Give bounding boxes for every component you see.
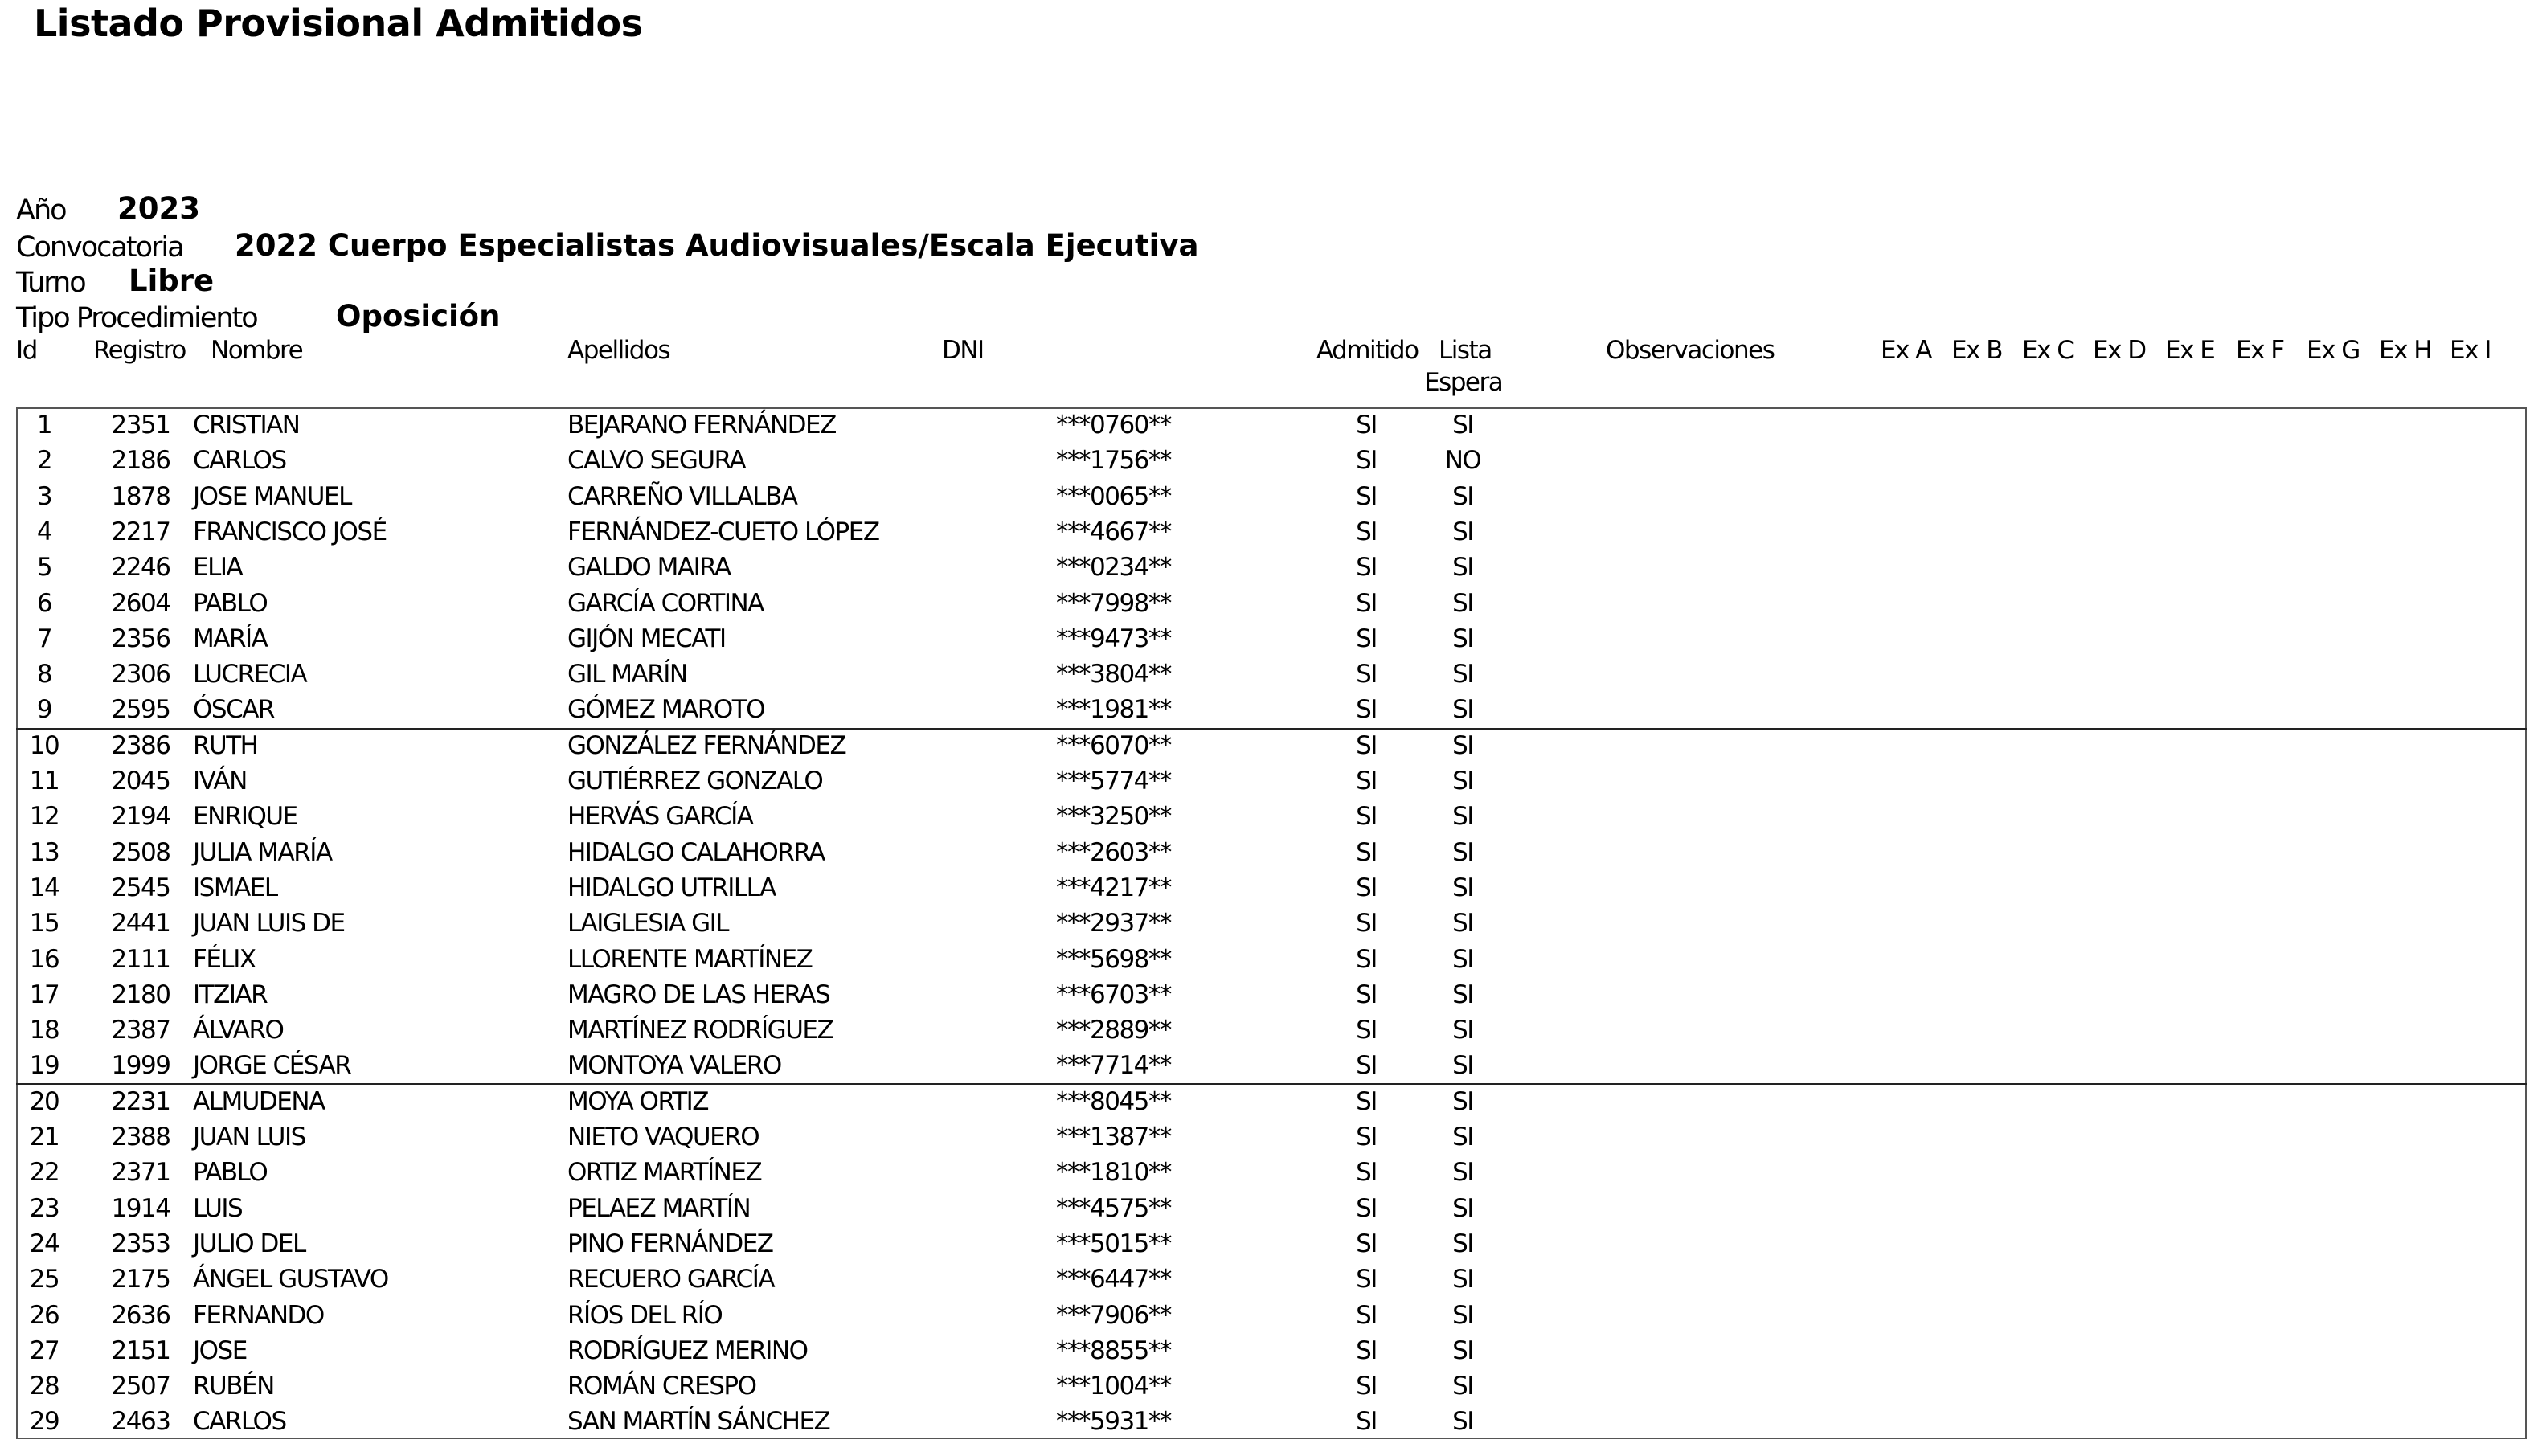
tipo-procedimiento-label: Tipo Procedimiento <box>16 302 257 334</box>
cell-lista-espera: SI <box>1452 517 1473 546</box>
cell-admitido: SI <box>1356 802 1377 832</box>
table-row <box>0 799 2511 834</box>
table-row <box>0 870 2511 906</box>
table-row <box>0 550 2511 585</box>
cell-dni: ***0234** <box>1056 553 1171 583</box>
table-row <box>0 479 2511 514</box>
cell-id: 2 <box>36 446 52 476</box>
cell-admitido: SI <box>1356 1407 1377 1437</box>
cell-apellidos: MAGRO DE LAS HERAS <box>567 980 830 1009</box>
cell-admitido: SI <box>1356 695 1377 725</box>
cell-dni: ***6447** <box>1056 1265 1171 1294</box>
cell-registro: 2151 <box>111 1335 170 1365</box>
cell-id: 20 <box>29 1086 59 1116</box>
cell-admitido: SI <box>1356 730 1377 760</box>
cell-dni: ***7998** <box>1056 588 1171 618</box>
header-ex-a: Ex A <box>1881 336 1931 365</box>
header-nombre: Nombre <box>211 336 303 365</box>
cell-nombre: FÉLIX <box>193 944 256 974</box>
cell-nombre: ELIA <box>193 553 243 583</box>
cell-nombre: ÓSCAR <box>193 695 274 725</box>
cell-nombre: JULIO DEL <box>193 1229 305 1258</box>
cell-apellidos: GALDO MAIRA <box>567 553 731 583</box>
table-row <box>0 443 2511 478</box>
cell-id: 8 <box>36 660 52 689</box>
cell-admitido: SI <box>1356 767 1377 795</box>
table-row <box>0 1226 2511 1262</box>
cell-nombre: LUCRECIA <box>193 660 307 689</box>
table-row <box>0 835 2511 870</box>
cell-lista-espera: SI <box>1452 1123 1473 1151</box>
cell-nombre: LUIS <box>193 1193 243 1223</box>
cell-apellidos: GÓMEZ MAROTO <box>567 695 765 725</box>
cell-admitido: SI <box>1356 624 1377 653</box>
cell-lista-espera: SI <box>1452 1158 1473 1188</box>
cell-id: 29 <box>29 1407 59 1437</box>
header-registro: Registro <box>93 336 186 365</box>
anio-label: Año <box>16 194 66 227</box>
cell-nombre: RUBÉN <box>193 1372 274 1401</box>
cell-dni: ***1004** <box>1056 1372 1171 1401</box>
cell-dni: ***0760** <box>1056 411 1171 440</box>
cell-registro: 2351 <box>111 411 170 440</box>
cell-id: 12 <box>29 802 59 832</box>
cell-apellidos: GARCÍA CORTINA <box>567 588 764 618</box>
cell-lista-espera: SI <box>1452 588 1473 618</box>
cell-admitido: SI <box>1356 873 1377 902</box>
cell-lista-espera: SI <box>1452 660 1473 689</box>
turno-label: Turno <box>16 267 85 299</box>
cell-apellidos: ORTIZ MARTÍNEZ <box>567 1158 762 1188</box>
cell-registro: 2045 <box>111 767 170 795</box>
cell-id: 13 <box>29 837 59 867</box>
cell-apellidos: NIETO VAQUERO <box>567 1123 759 1151</box>
cell-dni: ***4575** <box>1056 1193 1171 1223</box>
anio-value: 2023 <box>117 191 200 226</box>
table-row <box>0 977 2511 1012</box>
cell-lista-espera: SI <box>1452 837 1473 867</box>
cell-registro: 2217 <box>111 517 170 546</box>
table-row <box>0 1368 2511 1404</box>
cell-dni: ***3250** <box>1056 802 1171 832</box>
cell-lista-espera: SI <box>1452 1051 1473 1081</box>
cell-registro: 2386 <box>111 730 170 760</box>
header-lista: Lista <box>1439 336 1492 365</box>
cell-lista-espera: SI <box>1452 1265 1473 1294</box>
cell-apellidos: GONZÁLEZ FERNÁNDEZ <box>567 730 846 760</box>
cell-dni: ***1810** <box>1056 1158 1171 1188</box>
cell-registro: 2371 <box>111 1158 170 1188</box>
cell-id: 16 <box>29 944 59 974</box>
cell-registro: 1914 <box>111 1193 170 1223</box>
cell-dni: ***1387** <box>1056 1123 1171 1151</box>
table-row <box>0 728 2511 763</box>
cell-dni: ***6703** <box>1056 980 1171 1009</box>
cell-dni: ***5931** <box>1056 1407 1171 1437</box>
cell-admitido: SI <box>1356 553 1377 583</box>
cell-registro: 1999 <box>111 1051 170 1081</box>
cell-registro: 2508 <box>111 837 170 867</box>
table-row <box>0 1012 2511 1048</box>
cell-admitido: SI <box>1356 588 1377 618</box>
table-row <box>0 1048 2511 1083</box>
cell-id: 22 <box>29 1158 59 1188</box>
cell-admitido: SI <box>1356 980 1377 1009</box>
header-ex-c: Ex C <box>2022 336 2074 365</box>
cell-apellidos: HIDALGO CALAHORRA <box>567 837 825 867</box>
convocatoria-value: 2022 Cuerpo Especialistas Audiovisuales/Escala Ejecutiva <box>235 228 1199 263</box>
table-row <box>0 763 2511 799</box>
cell-apellidos: PINO FERNÁNDEZ <box>567 1229 773 1258</box>
cell-id: 19 <box>29 1051 59 1081</box>
cell-dni: ***6070** <box>1056 730 1171 760</box>
table-row <box>0 1298 2511 1333</box>
cell-apellidos: LLORENTE MARTÍNEZ <box>567 944 813 974</box>
cell-admitido: SI <box>1356 1051 1377 1081</box>
cell-admitido: SI <box>1356 411 1377 440</box>
cell-id: 17 <box>29 980 59 1009</box>
header-ex-b: Ex B <box>1951 336 2003 365</box>
cell-nombre: JOSE MANUEL <box>193 481 351 511</box>
cell-lista-espera: SI <box>1452 873 1473 902</box>
cell-apellidos: MONTOYA VALERO <box>567 1051 781 1081</box>
cell-admitido: SI <box>1356 1158 1377 1188</box>
cell-registro: 2353 <box>111 1229 170 1258</box>
cell-admitido: SI <box>1356 1265 1377 1294</box>
cell-nombre: ÁNGEL GUSTAVO <box>193 1265 388 1294</box>
table-row <box>0 514 2511 550</box>
header-ex-g: Ex G <box>2307 336 2360 365</box>
cell-apellidos: HIDALGO UTRILLA <box>567 873 776 902</box>
cell-nombre: JUAN LUIS DE <box>193 909 345 939</box>
table-row <box>0 692 2511 727</box>
cell-dni: ***5774** <box>1056 767 1171 795</box>
cell-registro: 2231 <box>111 1086 170 1116</box>
cell-dni: ***1981** <box>1056 695 1171 725</box>
cell-nombre: RUTH <box>193 730 258 760</box>
cell-registro: 2356 <box>111 624 170 653</box>
cell-registro: 2180 <box>111 980 170 1009</box>
cell-dni: ***9473** <box>1056 624 1171 653</box>
turno-value: Libre <box>129 264 215 298</box>
cell-admitido: SI <box>1356 481 1377 511</box>
cell-dni: ***4667** <box>1056 517 1171 546</box>
cell-registro: 2306 <box>111 660 170 689</box>
cell-nombre: MARÍA <box>193 624 268 653</box>
cell-apellidos: CALVO SEGURA <box>567 446 746 476</box>
cell-id: 10 <box>29 730 59 760</box>
cell-admitido: SI <box>1356 944 1377 974</box>
cell-nombre: FERNANDO <box>193 1300 324 1330</box>
cell-id: 18 <box>29 1016 59 1045</box>
cell-lista-espera: SI <box>1452 1016 1473 1045</box>
page-title: Listado Provisional Admitidos <box>34 2 643 45</box>
cell-admitido: SI <box>1356 1300 1377 1330</box>
header-id: Id <box>16 336 37 365</box>
cell-nombre: ÁLVARO <box>193 1016 284 1045</box>
cell-lista-espera: SI <box>1452 1193 1473 1223</box>
cell-registro: 2463 <box>111 1407 170 1437</box>
cell-nombre: CRISTIAN <box>193 411 300 440</box>
header-ex-i: Ex I <box>2450 336 2491 365</box>
cell-dni: ***3804** <box>1056 660 1171 689</box>
table-row <box>0 1333 2511 1368</box>
cell-nombre: PABLO <box>193 1158 268 1188</box>
cell-admitido: SI <box>1356 660 1377 689</box>
cell-dni: ***2937** <box>1056 909 1171 939</box>
table-row <box>0 407 2511 443</box>
cell-lista-espera: SI <box>1452 553 1473 583</box>
table-row <box>0 1119 2511 1155</box>
cell-lista-espera: NO <box>1444 446 1481 476</box>
cell-id: 11 <box>29 767 59 795</box>
cell-id: 3 <box>36 481 52 511</box>
table-row <box>0 656 2511 692</box>
header-ex-h: Ex H <box>2379 336 2432 365</box>
cell-lista-espera: SI <box>1452 767 1473 795</box>
cell-nombre: FRANCISCO JOSÉ <box>193 517 387 546</box>
cell-lista-espera: SI <box>1452 730 1473 760</box>
cell-admitido: SI <box>1356 1335 1377 1365</box>
cell-id: 15 <box>29 909 59 939</box>
cell-admitido: SI <box>1356 1086 1377 1116</box>
cell-registro: 2387 <box>111 1016 170 1045</box>
cell-dni: ***8855** <box>1056 1335 1171 1365</box>
cell-lista-espera: SI <box>1452 411 1473 440</box>
convocatoria-label: Convocatoria <box>16 231 183 264</box>
cell-nombre: CARLOS <box>193 446 286 476</box>
cell-apellidos: HERVÁS GARCÍA <box>567 802 753 832</box>
cell-id: 28 <box>29 1372 59 1401</box>
cell-lista-espera: SI <box>1452 1407 1473 1437</box>
cell-nombre: IVÁN <box>193 767 247 795</box>
cell-id: 6 <box>36 588 52 618</box>
cell-nombre: JOSE <box>193 1335 247 1365</box>
cell-admitido: SI <box>1356 837 1377 867</box>
header-ex-d: Ex D <box>2093 336 2146 365</box>
cell-registro: 2545 <box>111 873 170 902</box>
cell-apellidos: RÍOS DEL RÍO <box>567 1300 723 1330</box>
cell-id: 14 <box>29 873 59 902</box>
cell-registro: 2111 <box>111 944 170 974</box>
cell-dni: ***7714** <box>1056 1051 1171 1081</box>
cell-dni: ***8045** <box>1056 1086 1171 1116</box>
cell-id: 24 <box>29 1229 59 1258</box>
cell-lista-espera: SI <box>1452 1300 1473 1330</box>
table-row <box>0 1191 2511 1226</box>
header-espera: Espera <box>1424 368 1503 397</box>
cell-registro: 2441 <box>111 909 170 939</box>
cell-admitido: SI <box>1356 1193 1377 1223</box>
cell-apellidos: FERNÁNDEZ-CUETO LÓPEZ <box>567 517 879 546</box>
cell-apellidos: RECUERO GARCÍA <box>567 1265 775 1294</box>
table-row <box>0 1155 2511 1190</box>
cell-dni: ***7906** <box>1056 1300 1171 1330</box>
cell-registro: 2507 <box>111 1372 170 1401</box>
header-ex-f: Ex F <box>2236 336 2284 365</box>
cell-lista-espera: SI <box>1452 1372 1473 1401</box>
cell-registro: 2186 <box>111 446 170 476</box>
cell-lista-espera: SI <box>1452 695 1473 725</box>
header-dni: DNI <box>942 336 984 365</box>
cell-nombre: JORGE CÉSAR <box>193 1051 351 1081</box>
header-ex-e: Ex E <box>2165 336 2215 365</box>
cell-id: 9 <box>36 695 52 725</box>
cell-dni: ***2889** <box>1056 1016 1171 1045</box>
table-row <box>0 1084 2511 1119</box>
cell-registro: 2175 <box>111 1265 170 1294</box>
header-admitido: Admitido <box>1316 336 1419 365</box>
cell-apellidos: MOYA ORTIZ <box>567 1086 709 1116</box>
cell-admitido: SI <box>1356 909 1377 939</box>
tipo-procedimiento-value: Oposición <box>336 299 501 333</box>
cell-lista-espera: SI <box>1452 1335 1473 1365</box>
cell-dni: ***1756** <box>1056 446 1171 476</box>
cell-dni: ***5698** <box>1056 944 1171 974</box>
cell-dni: ***5015** <box>1056 1229 1171 1258</box>
cell-id: 4 <box>36 517 52 546</box>
cell-registro: 2246 <box>111 553 170 583</box>
cell-dni: ***2603** <box>1056 837 1171 867</box>
cell-registro: 2194 <box>111 802 170 832</box>
table-row <box>0 1404 2511 1439</box>
cell-nombre: JUAN LUIS <box>193 1123 305 1151</box>
cell-apellidos: MARTÍNEZ RODRÍGUEZ <box>567 1016 833 1045</box>
table-row <box>0 1262 2511 1297</box>
cell-admitido: SI <box>1356 1372 1377 1401</box>
cell-apellidos: SAN MARTÍN SÁNCHEZ <box>567 1407 830 1437</box>
cell-nombre: ITZIAR <box>193 980 268 1009</box>
cell-id: 23 <box>29 1193 59 1223</box>
cell-apellidos: LAIGLESIA GIL <box>567 909 729 939</box>
cell-nombre: JULIA MARÍA <box>193 837 332 867</box>
cell-admitido: SI <box>1356 1229 1377 1258</box>
cell-lista-espera: SI <box>1452 1229 1473 1258</box>
cell-lista-espera: SI <box>1452 1086 1473 1116</box>
cell-registro: 2595 <box>111 695 170 725</box>
cell-apellidos: PELAEZ MARTÍN <box>567 1193 751 1223</box>
cell-id: 26 <box>29 1300 59 1330</box>
cell-admitido: SI <box>1356 446 1377 476</box>
cell-apellidos: GUTIÉRREZ GONZALO <box>567 767 823 795</box>
cell-id: 1 <box>36 411 52 440</box>
cell-registro: 1878 <box>111 481 170 511</box>
cell-apellidos: RODRÍGUEZ MERINO <box>567 1335 808 1365</box>
cell-admitido: SI <box>1356 1123 1377 1151</box>
cell-apellidos: GIL MARÍN <box>567 660 687 689</box>
cell-id: 27 <box>29 1335 59 1365</box>
header-observaciones: Observaciones <box>1606 336 1775 365</box>
cell-id: 21 <box>29 1123 59 1151</box>
cell-lista-espera: SI <box>1452 909 1473 939</box>
cell-registro: 2636 <box>111 1300 170 1330</box>
cell-id: 7 <box>36 624 52 653</box>
table-row <box>0 586 2511 621</box>
table-row <box>0 621 2511 656</box>
cell-nombre: ISMAEL <box>193 873 277 902</box>
cell-registro: 2388 <box>111 1123 170 1151</box>
table-row <box>0 906 2511 941</box>
table-row <box>0 942 2511 977</box>
cell-lista-espera: SI <box>1452 802 1473 832</box>
cell-apellidos: ROMÁN CRESPO <box>567 1372 756 1401</box>
cell-admitido: SI <box>1356 517 1377 546</box>
cell-nombre: ENRIQUE <box>193 802 297 832</box>
cell-id: 25 <box>29 1265 59 1294</box>
cell-id: 5 <box>36 553 52 583</box>
cell-apellidos: BEJARANO FERNÁNDEZ <box>567 411 836 440</box>
cell-apellidos: GIJÓN MECATI <box>567 624 726 653</box>
cell-lista-espera: SI <box>1452 944 1473 974</box>
cell-admitido: SI <box>1356 1016 1377 1045</box>
cell-lista-espera: SI <box>1452 624 1473 653</box>
cell-nombre: ALMUDENA <box>193 1086 325 1116</box>
cell-registro: 2604 <box>111 588 170 618</box>
cell-dni: ***4217** <box>1056 873 1171 902</box>
cell-apellidos: CARREÑO VILLALBA <box>567 481 797 511</box>
cell-nombre: PABLO <box>193 588 268 618</box>
cell-lista-espera: SI <box>1452 481 1473 511</box>
cell-nombre: CARLOS <box>193 1407 286 1437</box>
cell-dni: ***0065** <box>1056 481 1171 511</box>
cell-lista-espera: SI <box>1452 980 1473 1009</box>
header-apellidos: Apellidos <box>567 336 670 365</box>
